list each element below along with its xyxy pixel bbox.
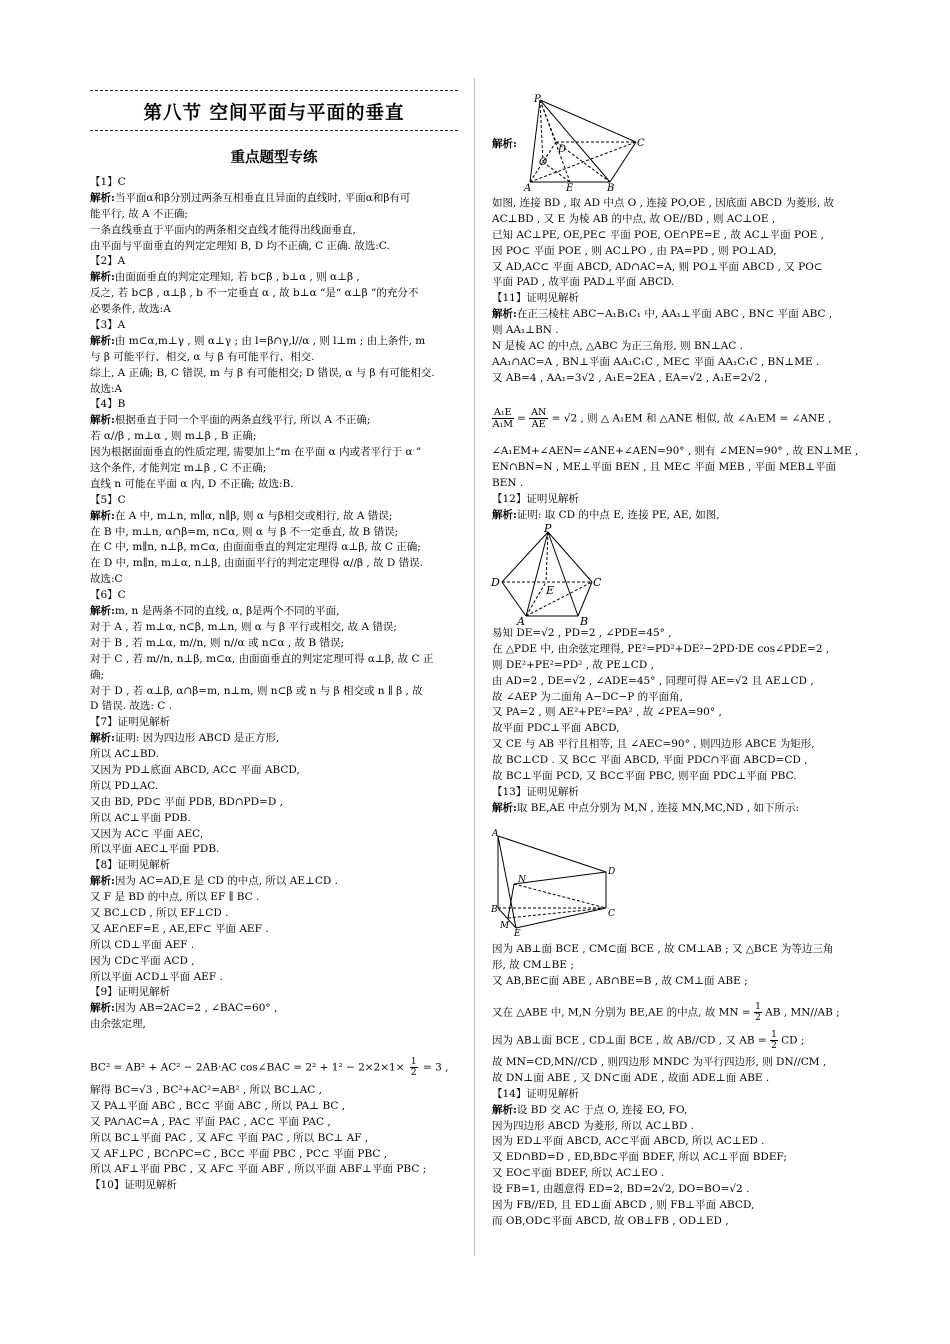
text-line (90, 1083, 426, 1099)
line-text: 所以平面 AEC⊥平面 PDB. (90, 843, 220, 856)
text-line (90, 223, 435, 239)
analysis-label: 解析: (90, 271, 115, 284)
text-line (90, 636, 435, 652)
text-line (492, 355, 834, 371)
text-line (90, 731, 435, 747)
line-text: 【7】证明见解析 (90, 716, 171, 729)
question-heading (90, 397, 435, 413)
text-line (90, 429, 435, 445)
text-line (90, 747, 435, 763)
line-text: 故 DN⊥面 ABE , 又 DN⊂面 ADE , 故面 ADE⊥面 ABE . (492, 1071, 770, 1084)
text-line (492, 1055, 826, 1071)
text-line (90, 652, 435, 668)
line-text: 又 F 是 BD 的中点, 所以 EF ∥ BC . (90, 891, 260, 904)
text-line (492, 307, 834, 323)
vertex-label: E (514, 929, 521, 939)
parallel-tail: CD ; (781, 1034, 805, 1047)
analysis-label: 解析: (492, 1103, 517, 1116)
line-text: 与 β 可能平行、相交, α 与 β 有可能平行、相交. (90, 350, 315, 363)
text-line (90, 842, 435, 858)
text-line (492, 476, 858, 492)
line-text: 所以 AC⊥BD. (90, 748, 159, 761)
text-line (90, 668, 435, 684)
vertex-label: B (491, 905, 498, 915)
text-line (492, 444, 858, 460)
line-text: 由 AD=2 , DE=√2 , ∠ADE=45° , 同理可得 AE=√2 且 AE⊥CD , (492, 674, 814, 687)
line-text: 必要条件, 故选:A (90, 303, 171, 316)
text-line (90, 906, 435, 922)
fraction (410, 1057, 418, 1078)
vertex-label: O (539, 157, 548, 168)
text-line (90, 461, 435, 477)
text-line (492, 1071, 826, 1087)
fraction-denominator: 2 (410, 1068, 417, 1078)
line-text: 设 FB=1, 由题意得 ED=2, BD=2√2, DO=BO=√2 . (492, 1183, 750, 1196)
ratio-numerator-1: A₁E (494, 407, 512, 418)
text-line (492, 942, 833, 958)
line-text: 对于 C , 若 m//n, n⊥β, m⊂α, 由面面垂直的判定定理可得 α⊥β, 故 C 正 (90, 652, 434, 665)
ratio-fraction-1 (492, 407, 514, 430)
line-text: 当平面α和β分别过两条互相垂直且异面的直线时, 平面α和β有可 (114, 191, 411, 204)
text-line (90, 874, 435, 890)
line-text: 设 BD 交 AC 于点 O, 连接 EO, FO, (516, 1103, 688, 1116)
text-line (90, 763, 435, 779)
ratio-line (492, 407, 832, 430)
pyramid-figure-2 (490, 524, 600, 626)
line-text: 对于 D , 若 α⊥β, α∩β=m, n⊥m, 则 n⊂β 或 n 与 β 相交或 n ∥ β , 故 (90, 684, 423, 697)
analysis-label: 解析: (90, 732, 115, 745)
question-heading (90, 858, 435, 874)
line-text: 又 AB,BE⊂面 ABE , AB∩BE=B , 故 CM⊥面 ABE ; (492, 974, 748, 987)
text-line (90, 827, 435, 843)
vertex-label: A (517, 615, 525, 628)
text-line (90, 477, 435, 493)
text-line (492, 228, 834, 244)
line-text: ∠A₁EM+∠AEN=∠ANE+∠AEN=90° , 则有 ∠MEN=90° , 故 EN⊥ME , (492, 445, 859, 457)
text-line (90, 286, 435, 302)
text-line (492, 1182, 826, 1198)
line-text: 因为 FB//ED, 且 ED⊥面 ABCD , 则 FB⊥平面 ABCD, (492, 1199, 755, 1212)
fig1-label: 解析: (492, 138, 517, 150)
vertex-label: B (607, 183, 615, 194)
midline-fraction (754, 1002, 762, 1023)
line-text: 故选:A (90, 382, 123, 395)
analysis-label: 解析: (492, 508, 517, 521)
line-text: 直线 n 可能在平面 α 内, D 不正确; 故选:B. (90, 477, 294, 490)
text-line (90, 572, 435, 588)
line-text: 因为 AB=2AC=2 , ∠BAC=60° , (114, 1002, 278, 1015)
parallel-text: 因为 AB⊥面 BCE , CD⊥面 BCE , 故 AB//CD , 又 AB = (492, 1034, 767, 1047)
text-line (492, 1214, 826, 1230)
pyramid-figure-1 (520, 94, 644, 192)
vertex-label: A (492, 829, 499, 839)
text-line (90, 1131, 426, 1147)
parallel-denominator: 2 (771, 1041, 777, 1051)
right-text-block-5 (492, 1055, 826, 1230)
vertex-label: M (500, 921, 510, 931)
text-line (492, 212, 834, 228)
line-text: 则 DE²+PE²=PD² , 故 PE⊥CD , (492, 658, 654, 671)
text-line (90, 413, 435, 429)
line-text: 又因为 AC⊂ 平面 AEC, (90, 827, 204, 840)
vertex-label: D (608, 867, 616, 877)
line-text: 综上, A 正确; B, C 错误, m 与 β 有可能相交; D 错误, α 与 β 有可能相交. (90, 366, 435, 379)
line-text: m, n 是两条不同的直线, α, β是两个不同的平面, (114, 605, 340, 618)
analysis-label: 解析: (90, 605, 115, 618)
midline-denominator: 2 (755, 1013, 761, 1023)
line-text: AC⊥BD , 又 E 为棱 AB 的中点, 故 OE//BD , 则 AC⊥OE , (492, 212, 776, 225)
text-line (492, 371, 834, 387)
text-line (492, 196, 834, 212)
line-text: 【13】证明见解析 (492, 785, 579, 798)
vertex-label: C (608, 909, 615, 919)
line-text: 已知 AC⊥PE, OE,PE⊂ 平面 POE, OE∩PE=E , 故 AC⊥平面 POE , (492, 228, 825, 241)
analysis-label: 解析: (90, 509, 115, 522)
line-text: 所以平面 ACD⊥平面 AEF . (90, 970, 223, 983)
text-line (90, 1001, 435, 1017)
text-line (492, 626, 829, 642)
line-text: BEN . (492, 476, 524, 489)
question-heading (492, 1087, 826, 1103)
text-line (90, 1115, 426, 1131)
vertex-label: C (637, 138, 645, 149)
question-heading (90, 1178, 426, 1194)
line-text: 【5】C (90, 493, 126, 506)
analysis-label: 解析: (90, 875, 115, 888)
text-line (90, 540, 435, 556)
line-text: 故平面 PDC⊥平面 ABCD, (492, 722, 620, 735)
text-line (492, 769, 829, 785)
text-line (90, 684, 435, 700)
line-text: 因为 ED⊥平面 ABCD, AC⊂平面 ABCD, 所以 AC⊥ED . (492, 1135, 765, 1148)
line-text: 【12】证明见解析 (492, 492, 579, 505)
analysis-label: 解析: (492, 308, 517, 321)
text-line (90, 334, 435, 350)
line-text: N 是棱 AC 的中点, △ABC 为正三角形, 则 BN⊥AC . (492, 340, 744, 353)
ratio-tail: = √2 , 则 △ A₁EM 和 △ANE 相似, 故 ∠A₁EM = ∠ANE , (551, 412, 832, 425)
text-line (492, 323, 834, 339)
text-line (90, 191, 435, 207)
line-text: 一条直线垂直于平面内的两条相交直线才能得出线面垂直, (90, 223, 356, 236)
line-text: 【8】证明见解析 (90, 859, 171, 872)
text-line (90, 954, 435, 970)
formula-tail: = 3 , (422, 1061, 449, 1074)
line-text: 所以 CD⊥平面 AEF . (90, 938, 195, 951)
vertex-label: N (518, 875, 526, 885)
parallel-line (492, 1030, 804, 1051)
line-text: 【1】C (90, 176, 126, 188)
right-text-block-1 (492, 196, 834, 387)
line-text: 【3】A (90, 319, 126, 332)
text-line (90, 350, 435, 366)
line-text: 【14】证明见解析 (492, 1087, 579, 1100)
question-heading (90, 985, 435, 1001)
text-line (492, 690, 829, 706)
line-text: AA₁∩AC=A , BN⊥平面 AA₁C₁C , ME⊂ 平面 AA₁C₁C , BN⊥ME . (492, 355, 820, 368)
line-text: 故 MN=CD,MN//CD , 则四边形 MNDC 为平行四边形, 则 DN//CM , (492, 1056, 827, 1068)
ratio-equals: = (516, 412, 526, 425)
line-text: 又 BC⊥CD , 所以 EF⊥CD . (90, 906, 229, 919)
text-line (90, 922, 435, 938)
formula-text: BC² = AB² + AC² − 2AB·AC cos∠BAC = 2² + 1² − 2×2×1× (90, 1061, 405, 1074)
top-dashed-rule (90, 90, 458, 91)
line-text: 易知 DE=√2 , PD=2 , ∠PDE=45° , (492, 627, 672, 639)
line-text: 在 A 中, m⊥n, m∥α, n∥β, 则 α 与β相交或相行, 故 A 错误; (114, 509, 393, 522)
line-text: 故 BC⊥CD . 又 BC⊂ 平面 ABCD, 平面 PDC∩平面 ABCD=CD , (492, 754, 808, 767)
line-text: 故 BC⊥平面 PCD, 又 BC⊂平面 PBC, 则平面 PDC⊥平面 PBC. (492, 770, 797, 783)
text-line (90, 890, 435, 906)
line-text: 在正三棱柱 ABC−A₁B₁C₁ 中, AA₁⊥平面 ABC , BN⊂ 平面 ABC , (516, 308, 833, 321)
line-text: D 错误. 故选: C . (90, 700, 173, 713)
text-line (492, 705, 829, 721)
text-line (492, 674, 829, 690)
line-text: 又 PA⊥平面 ABC , BC⊂ 平面 ABC , 所以 PA⊥ BC , (90, 1099, 346, 1112)
line-text: 由 m⊂α,m⊥γ , 则 α⊥γ ; 由 l=β∩γ,l//α , 则 l⊥m ; 由上条件, m (114, 334, 426, 347)
text-line (492, 275, 834, 291)
text-line (492, 244, 834, 260)
line-text: 故 ∠AEP 为二面角 A−DC−P 的平面角, (492, 690, 683, 703)
question-heading (492, 291, 834, 307)
vertex-label: D (491, 576, 500, 589)
line-text: 所以 AC⊥平面 PDB. (90, 811, 191, 824)
line-text: 确; (90, 668, 105, 681)
line-text: 因为四边形 ABCD 为菱形, 所以 AC⊥BD . (492, 1119, 694, 1132)
line-text: 形, 故 CM⊥BE ; (492, 958, 574, 971)
line-text: 如图, 连接 BD , 取 AD 中点 O , 连接 PO,OE , 因底面 ABCD 为菱形, 故 (492, 197, 835, 209)
question-heading (90, 254, 435, 270)
line-text: 又 PA=2 , 则 AE²+PE²=PA² , 故 ∠PEA=90° , (492, 706, 722, 719)
right-text-block-2 (492, 444, 858, 523)
vertex-label: B (580, 615, 589, 628)
line-text: 在 D 中, m∥n, m⊥α, n⊥β, 由面面平行的判定定理得 α//β , 故 D 错误. (90, 557, 424, 570)
text-line (90, 366, 435, 382)
text-line (492, 658, 829, 674)
line-text: 在 △PDE 中, 由余弦定理得, PE²=PD²+DE²−2PD·DE cos∠PDE=2 , (492, 642, 830, 655)
text-line (90, 382, 435, 398)
line-text: 【9】证明见解析 (90, 986, 171, 999)
line-text: 所以 BC⊥平面 PAC , 又 AF⊂ 平面 PAC , 所以 BC⊥ AF , (90, 1131, 369, 1144)
text-line (90, 1017, 435, 1033)
vertex-label: P (534, 94, 541, 105)
line-text: 对于 B , 若 m⊥α, m//n, 则 n//α 或 n⊂α , 故 B 错误; (90, 636, 345, 649)
line-text: EN∩BN=N , ME⊥平面 BEN , 且 ME⊂ 平面 MEB , 平面 MEB⊥平面 (492, 460, 836, 473)
column-divider (474, 78, 475, 1256)
line-text: 在 B 中, m⊥n, α∩β=m, n⊂α, 则 α 与 β 不一定垂直, 故 B 错误; (90, 525, 399, 538)
text-line (492, 958, 833, 974)
line-text: 所以 AF⊥平面 PBC , 又 AF⊂ 平面 ABF , 所以平面 ABF⊥平面 PBC ; (90, 1163, 427, 1176)
text-line (90, 811, 435, 827)
analysis-label: 解析: (90, 191, 115, 204)
text-line (90, 525, 435, 541)
line-text: 因为根据面面垂直的性质定理, 需要加上“m 在平面 α 内或者平行于 α ” (90, 446, 422, 459)
line-text: 又 AB=4 , AA₁=3√2 , A₁E=2EA , EA=√2 , A₁E=2√2 , (492, 371, 768, 384)
text-line (492, 801, 829, 817)
analysis-label: 解析: (90, 334, 115, 347)
line-text: 【2】A (90, 255, 126, 268)
section-title: 第八节 空间平面与平面的垂直 (143, 103, 405, 124)
left-column-text-continued (90, 1083, 426, 1194)
vertex-label: P (544, 522, 552, 535)
text-line (492, 737, 829, 753)
line-text: 又 AD,AC⊂ 平面 ABCD, AD∩AC=A, 则 PO⊥平面 ABCD , 又 PO⊂ (492, 260, 823, 273)
line-text: 又 CE 与 AB 平行且相等, 且 ∠AEC=90° , 则四边形 ABCE 为矩形, (492, 738, 815, 751)
text-line (492, 721, 829, 737)
analysis-label: 解析: (90, 414, 115, 427)
cosine-formula (90, 1057, 448, 1078)
line-text: 故选:C (90, 573, 123, 586)
midline-numerator: 1 (755, 1002, 761, 1012)
vertex-label: E (566, 183, 574, 194)
bottom-dashed-rule (90, 130, 458, 131)
ratio-denominator-1: A₁M (492, 419, 513, 430)
vertex-label: E (546, 584, 555, 597)
line-text: 所以 PD⊥AC. (90, 779, 159, 792)
text-line (90, 556, 435, 572)
line-text: 【6】C (90, 589, 126, 602)
text-line (90, 970, 435, 986)
parallel-fraction (770, 1030, 778, 1051)
text-line (492, 260, 834, 276)
line-text: 取 BE,AE 中点分别为 M,N , 连接 MN,MC,ND , 如下所示: (516, 801, 800, 814)
line-text: 因为 AC=AD,E 是 CD 的中点, 所以 AE⊥CD . (114, 875, 338, 888)
text-line (90, 938, 435, 954)
text-line (492, 974, 833, 990)
line-text: 由平面与平面垂直的判定定理知 B, D 均不正确, C 正确. 故选:C. (90, 239, 390, 252)
ratio-denominator-2: AE (531, 419, 546, 430)
line-text: 反之, 若 b⊂β , α⊥β , b 不一定垂直 α , 故 b⊥α “是“ α⊥β ”的充分不 (90, 287, 419, 300)
text-line (90, 620, 435, 636)
text-line (90, 604, 435, 620)
line-text: 因为 CD⊂平面 ACD , (90, 954, 195, 967)
line-text: 又 ED∩BD=D , ED,BD⊂平面 BDEF, 所以 AC⊥平面 BDEF; (492, 1151, 787, 1164)
text-line (492, 642, 829, 658)
text-line (492, 1119, 826, 1135)
text-line (492, 1150, 826, 1166)
line-text: 在 C 中, m∥n, n⊥β, m⊂α, 由面面垂直的判定定理得 α⊥β, 故 C 正确; (90, 541, 421, 554)
ratio-numerator-2: AN (531, 407, 547, 418)
question-heading (492, 492, 858, 508)
fraction-numerator: 1 (410, 1057, 417, 1067)
right-text-block-3 (492, 626, 829, 817)
ratio-fraction-2 (529, 407, 548, 430)
question-heading (90, 588, 435, 604)
line-text: 能平行, 故 A 不正确; (90, 207, 188, 220)
text-line (90, 1147, 426, 1163)
line-text: 又 AE∩EF=E , AE,EF⊂ 平面 AEF . (90, 922, 269, 935)
text-line (90, 445, 435, 461)
section-subtitle: 重点题型专练 (230, 150, 318, 166)
line-text: 又由 BD, PD⊂ 平面 PDB, BD∩PD=D , (90, 795, 283, 808)
text-line (492, 339, 834, 355)
question-heading (90, 493, 435, 509)
line-text: 【10】证明见解析 (90, 1179, 177, 1192)
midline-tail: AB , MN//AB ; (765, 1006, 840, 1019)
line-text: 平面 PAD , 故平面 PAD⊥平面 ABCD. (492, 276, 675, 289)
line-text: 由余弦定理, (90, 1018, 146, 1031)
line-text: 根据垂直于同一个平面的两条直线平行, 所以 A 不正确; (114, 414, 371, 427)
parallel-numerator: 1 (771, 1030, 777, 1040)
line-text: 而 OB,OD⊂平面 ABCD, 故 OB⊥FB , OD⊥ED , (492, 1214, 729, 1227)
text-line (90, 302, 435, 318)
line-text: 这个条件, 才能判定 m⊥β , C 不正确; (90, 462, 267, 475)
line-text: 解得 BC=√3 , BC²+AC²=AB² , 所以 BC⊥AC , (90, 1084, 323, 1096)
text-line (492, 1166, 826, 1182)
line-text: 又因为 PD⊥底面 ABCD, AC⊂ 平面 ABCD, (90, 763, 300, 776)
line-text: 证明: 取 CD 的中点 E, 连接 PE, AE, 如图, (516, 508, 720, 521)
line-text: 因 PO⊂ 平面 POE , 则 AC⊥PO , 由 PA=PD , 则 PO⊥AD, (492, 244, 777, 257)
text-line (90, 699, 435, 715)
right-text-block-4 (492, 942, 833, 990)
prism-figure-3 (490, 828, 620, 939)
question-heading (90, 175, 435, 191)
line-text: 证明: 因为四边形 ABCD 是正方形, (114, 732, 280, 745)
line-text: 又 PA∩AC=A , PA⊂ 平面 PAC , AC⊂ 平面 PAC , (90, 1115, 331, 1128)
text-line (492, 460, 858, 476)
text-line (90, 270, 435, 286)
text-line (90, 779, 435, 795)
question-heading (492, 785, 829, 801)
text-line (492, 1198, 826, 1214)
text-line (90, 1099, 426, 1115)
line-text: 由面面垂直的判定定理知, 若 b⊂β , b⊥α , 则 α⊥β , (114, 271, 360, 284)
text-line (90, 1162, 426, 1178)
text-line (492, 1134, 826, 1150)
text-line (492, 1103, 826, 1119)
text-line (90, 239, 435, 255)
line-text: 【4】B (90, 398, 126, 411)
vertex-label: D (558, 144, 567, 155)
text-line (90, 207, 435, 223)
left-column-text (90, 175, 435, 1033)
line-text: 又 EO⊂平面 BDEF, 所以 AC⊥EO . (492, 1167, 665, 1180)
midline-line (492, 1002, 840, 1023)
vertex-label: A (524, 183, 532, 194)
question-heading (90, 715, 435, 731)
text-line (492, 753, 829, 769)
line-text: 对于 A , 若 m⊥α, n⊂β, m⊥n, 则 α 与 β 平行或相交, 故 A 错误; (90, 620, 397, 633)
line-text: 则 AA₁⊥BN . (492, 324, 559, 337)
analysis-label: 解析: (492, 801, 517, 814)
text-line (90, 509, 435, 525)
midline-text: 又在 △ABE 中, M,N 分别为 BE,AE 的中点, 故 MN = (492, 1006, 751, 1019)
line-text: 又 AF⊥PC , BC∩PC=C , BC⊂ 平面 PBC , PC⊂ 平面 PBC , (90, 1147, 388, 1160)
analysis-label: 解析: (90, 1002, 115, 1015)
line-text: 【11】证明见解析 (492, 292, 579, 305)
text-line (90, 795, 435, 811)
vertex-label: C (593, 576, 602, 589)
line-text: 因为 AB⊥面 BCE , CM⊂面 BCE , 故 CM⊥AB ; 又 △BCE 为等边三角 (492, 943, 834, 955)
question-heading (90, 318, 435, 334)
line-text: 若 α//β , m⊥α , 则 m⊥β , B 正确; (90, 430, 257, 443)
